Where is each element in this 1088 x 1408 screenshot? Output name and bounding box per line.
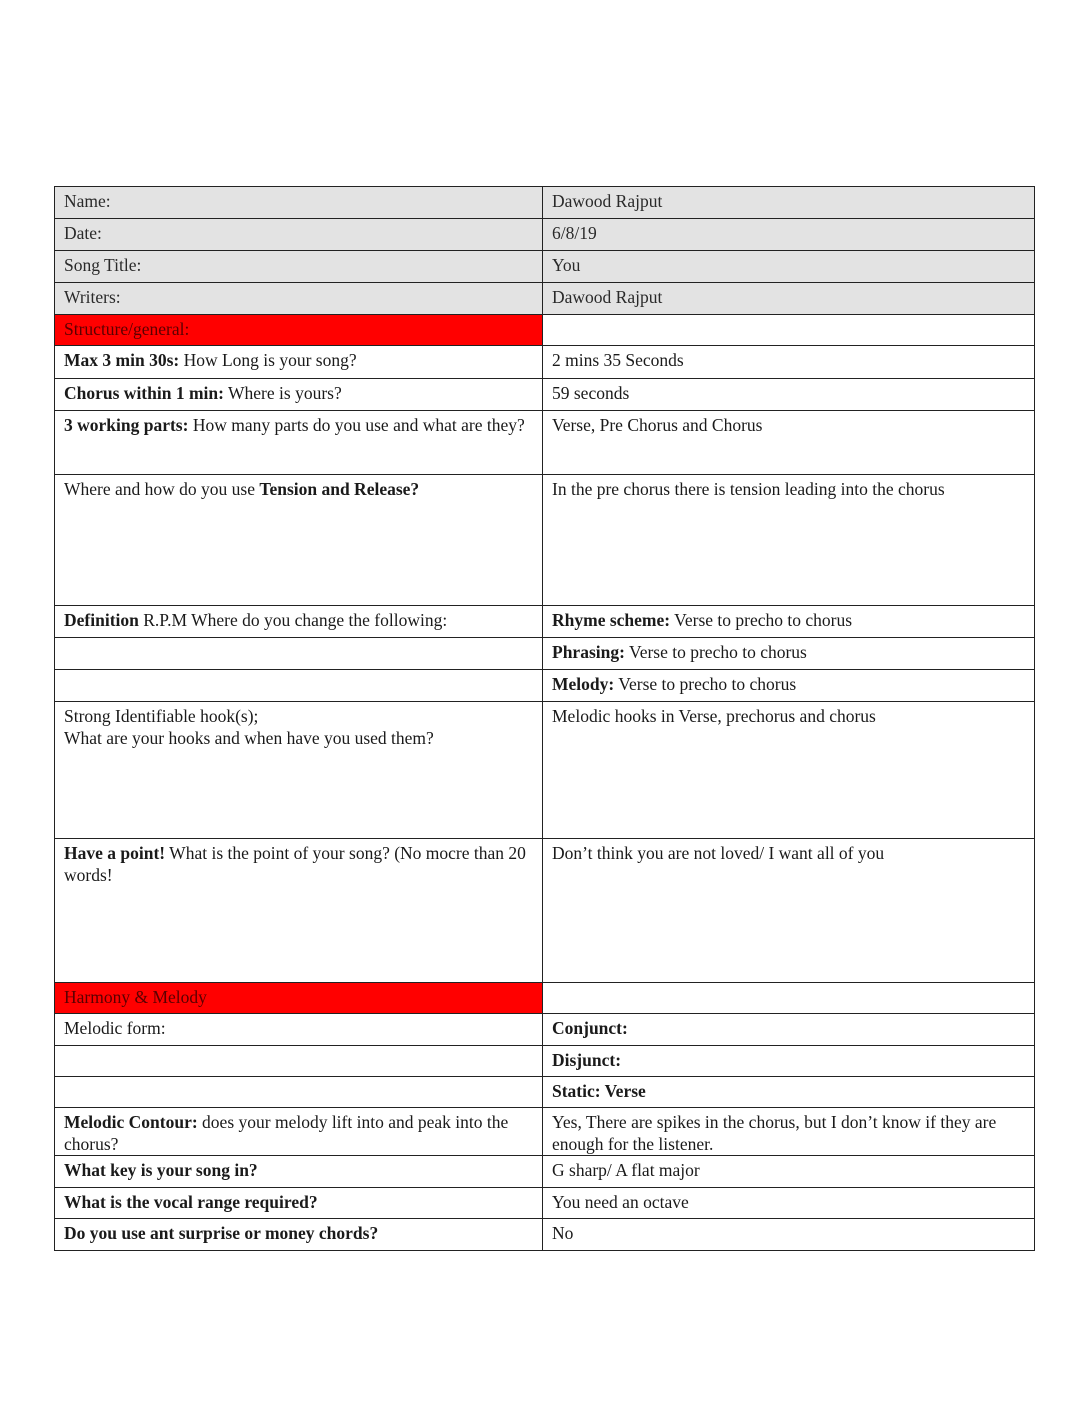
section-row-structure xyxy=(55,315,1035,346)
song-title-label: Song Title: xyxy=(55,251,543,283)
answer-vocal-range: You need an octave xyxy=(543,1188,1035,1219)
question-bold: Have a point! xyxy=(64,843,166,863)
question-bold: Definition xyxy=(64,610,139,630)
answer-text: Verse to precho to chorus xyxy=(670,610,853,630)
answer-song-point: Don’t think you are not loved/ I want all of you xyxy=(543,839,1035,983)
row-hooks xyxy=(55,702,1035,839)
answer-melody xyxy=(543,670,1035,702)
answer-chorus-timing: 59 seconds xyxy=(543,379,1035,411)
question-definition xyxy=(55,606,543,638)
answer-song-key: G sharp/ A flat major xyxy=(543,1156,1035,1188)
answer-bold: Phrasing: xyxy=(552,642,625,662)
info-row-name xyxy=(55,187,1035,219)
question-bold: Melodic Contour: xyxy=(64,1112,198,1132)
row-phrasing xyxy=(55,638,1035,670)
question-bold: What is the vocal range required? xyxy=(64,1192,318,1212)
answer-static xyxy=(543,1077,1035,1108)
row-song-key xyxy=(55,1156,1035,1188)
question-vocal-range xyxy=(55,1188,543,1219)
answer-bold: Disjunct: xyxy=(552,1050,622,1070)
songwriting-worksheet xyxy=(54,186,1035,1251)
row-tension-release xyxy=(55,475,1035,606)
section-heading-structure: Structure/general: xyxy=(55,315,543,346)
blank-cell xyxy=(55,1046,543,1077)
row-static xyxy=(55,1077,1035,1108)
date-value: 6/8/19 xyxy=(543,219,1035,251)
name-label: Name: xyxy=(55,187,543,219)
date-label: Date: xyxy=(55,219,543,251)
question-melodic-form: Melodic form: xyxy=(55,1014,543,1046)
row-definition-rpm xyxy=(55,606,1035,638)
answer-text: Verse to precho to chorus xyxy=(614,674,797,694)
info-row-date xyxy=(55,219,1035,251)
question-text: Where and how do you use xyxy=(64,479,260,499)
answer-phrasing xyxy=(543,638,1035,670)
question-line: What are your hooks and when have you used them? xyxy=(64,728,434,748)
question-melodic-contour xyxy=(55,1108,543,1156)
blank-cell xyxy=(55,638,543,670)
question-bold: 3 working parts: xyxy=(64,415,189,435)
section-blank-cell xyxy=(543,983,1035,1014)
question-song-point xyxy=(55,839,543,983)
question-surprise-chords xyxy=(55,1219,543,1251)
question-text: What is the point of your song? (No mocre than 20 words! xyxy=(64,843,526,885)
row-vocal-range xyxy=(55,1188,1035,1219)
answer-text: Verse to precho to chorus xyxy=(624,642,807,662)
row-song-length xyxy=(55,346,1035,379)
answer-melodic-contour: Yes, There are spikes in the chorus, but I don’t know if they are enough for the listener. xyxy=(543,1108,1035,1156)
answer-disjunct xyxy=(543,1046,1035,1077)
info-row-song-title xyxy=(55,251,1035,283)
question-hooks xyxy=(55,702,543,839)
info-row-writers xyxy=(55,283,1035,315)
section-heading-harmony: Harmony & Melody xyxy=(55,983,543,1014)
question-song-length xyxy=(55,346,543,379)
question-text: Where is yours? xyxy=(223,383,342,403)
question-text: R.P.M Where do you change the following: xyxy=(138,610,448,630)
row-melodic-contour xyxy=(55,1108,1035,1156)
row-disjunct xyxy=(55,1046,1035,1077)
row-melody xyxy=(55,670,1035,702)
section-row-harmony xyxy=(55,983,1035,1014)
writers-value: Dawood Rajput xyxy=(543,283,1035,315)
question-bold: Chorus within 1 min: xyxy=(64,383,224,403)
question-bold: Tension and Release? xyxy=(259,479,420,499)
name-value: Dawood Rajput xyxy=(543,187,1035,219)
row-song-point xyxy=(55,839,1035,983)
song-title-value: You xyxy=(543,251,1035,283)
question-working-parts xyxy=(55,411,543,475)
answer-bold: Static: Verse xyxy=(552,1081,646,1101)
question-text: How Long is your song? xyxy=(179,350,357,370)
question-chorus-timing xyxy=(55,379,543,411)
question-song-key xyxy=(55,1156,543,1188)
blank-cell xyxy=(55,1077,543,1108)
question-tension-release xyxy=(55,475,543,606)
answer-bold: Rhyme scheme: xyxy=(552,610,671,630)
row-chorus-timing xyxy=(55,379,1035,411)
answer-hooks: Melodic hooks in Verse, prechorus and chorus xyxy=(543,702,1035,839)
question-bold: What key is your song in? xyxy=(64,1160,258,1180)
answer-bold: Conjunct: xyxy=(552,1018,628,1038)
question-text: does your melody lift into and peak into the chorus? xyxy=(64,1112,509,1154)
question-line: Strong Identifiable hook(s); xyxy=(64,706,259,726)
writers-label: Writers: xyxy=(55,283,543,315)
answer-song-length: 2 mins 35 Seconds xyxy=(543,346,1035,379)
answer-conjunct xyxy=(543,1014,1035,1046)
row-surprise-chords xyxy=(55,1219,1035,1251)
answer-tension-release: In the pre chorus there is tension leading into the chorus xyxy=(543,475,1035,606)
question-bold: Do you use ant surprise or money chords? xyxy=(64,1223,379,1243)
answer-surprise-chords: No xyxy=(543,1219,1035,1251)
answer-rhyme-scheme xyxy=(543,606,1035,638)
section-blank-cell xyxy=(543,315,1035,346)
row-melodic-form xyxy=(55,1014,1035,1046)
answer-working-parts: Verse, Pre Chorus and Chorus xyxy=(543,411,1035,475)
question-text: How many parts do you use and what are they? xyxy=(188,415,525,435)
answer-bold: Melody: xyxy=(552,674,615,694)
question-bold: Max 3 min 30s: xyxy=(64,350,180,370)
blank-cell xyxy=(55,670,543,702)
row-working-parts xyxy=(55,411,1035,475)
